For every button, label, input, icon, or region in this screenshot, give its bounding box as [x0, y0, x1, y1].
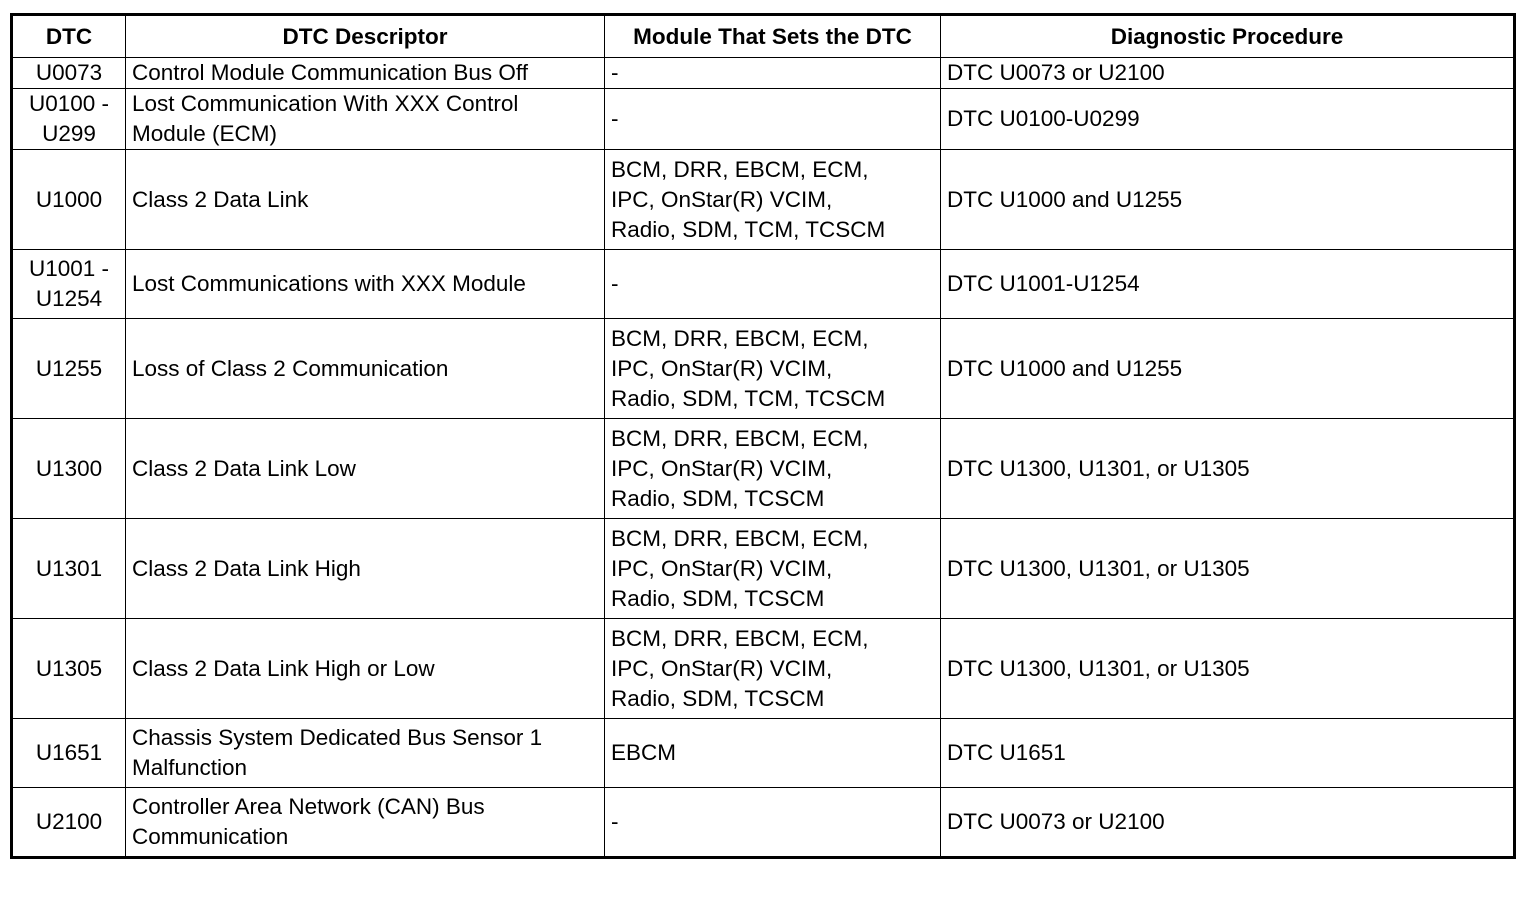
module-cell: [605, 250, 941, 319]
module-text: BCM, DRR, EBCM, ECM,: [611, 325, 869, 351]
dtc-code: U1254: [35, 286, 103, 311]
descriptor-text: Controller Area Network (CAN) Bus: [132, 794, 485, 819]
header-dtc: DTC: [12, 15, 126, 58]
module-cell: [605, 89, 941, 150]
dtc-code: U1305: [35, 655, 103, 681]
header-descriptor: DTC Descriptor: [126, 15, 605, 58]
descriptor-cell: [126, 519, 605, 619]
dtc-code: U2100: [35, 809, 103, 834]
dtc-code-cell: [12, 788, 126, 858]
module-text: Radio, SDM, TCSCM: [611, 685, 825, 711]
header-procedure: Diagnostic Procedure: [941, 15, 1515, 58]
dtc-code-cell: [12, 319, 126, 419]
table-row: [12, 89, 1515, 150]
descriptor-cell: [126, 419, 605, 519]
module-cell: [605, 719, 941, 788]
descriptor-text: Communication: [132, 824, 289, 849]
module-text: Radio, SDM, TCSCM: [611, 485, 825, 511]
module-cell: [605, 419, 941, 519]
module-text: IPC, OnStar(R) VCIM,: [611, 186, 833, 212]
table-row: [12, 250, 1515, 319]
descriptor-text: Class 2 Data Link High or Low: [132, 655, 435, 681]
module-text: -: [611, 106, 619, 131]
module-text: IPC, OnStar(R) VCIM,: [611, 555, 833, 581]
dtc-code: U299: [42, 121, 96, 146]
dtc-code-cell: [12, 89, 126, 150]
dtc-code: U1001 -: [28, 256, 110, 281]
dtc-code-cell: [12, 150, 126, 250]
table-row: [12, 519, 1515, 619]
table-row: [12, 719, 1515, 788]
module-text: IPC, OnStar(R) VCIM,: [611, 655, 833, 681]
procedure-cell: DTC U1000 and U1255: [941, 319, 1515, 419]
descriptor-text: Class 2 Data Link High: [132, 555, 361, 581]
module-text: BCM, DRR, EBCM, ECM,: [611, 625, 869, 651]
descriptor-cell: [126, 89, 605, 150]
module-text: -: [611, 60, 619, 85]
descriptor-cell: [126, 150, 605, 250]
module-text: BCM, DRR, EBCM, ECM,: [611, 425, 869, 451]
module-text: Radio, SDM, TCM, TCSCM: [611, 216, 886, 242]
module-text: Radio, SDM, TCM, TCSCM: [611, 385, 886, 411]
module-text: IPC, OnStar(R) VCIM,: [611, 455, 833, 481]
descriptor-text: Class 2 Data Link: [132, 186, 309, 212]
dtc-code: U1301: [35, 555, 103, 581]
table-row: [12, 58, 1515, 89]
module-text: EBCM: [611, 740, 677, 765]
module-cell: [605, 319, 941, 419]
descriptor-cell: [126, 619, 605, 719]
module-text: IPC, OnStar(R) VCIM,: [611, 355, 833, 381]
dtc-code-cell: [12, 419, 126, 519]
dtc-table: [10, 13, 1516, 859]
module-cell: [605, 58, 941, 89]
procedure-cell: DTC U1001-U1254: [941, 250, 1515, 319]
module-text: -: [611, 809, 619, 834]
module-cell: [605, 788, 941, 858]
descriptor-cell: [126, 719, 605, 788]
module-text: -: [611, 271, 619, 296]
descriptor-cell: [126, 250, 605, 319]
procedure-cell: DTC U1300, U1301, or U1305: [941, 619, 1515, 719]
module-text: BCM, DRR, EBCM, ECM,: [611, 525, 869, 551]
descriptor-text: Module (ECM): [132, 121, 278, 146]
dtc-code-cell: [12, 250, 126, 319]
dtc-code: U1300: [35, 455, 103, 481]
module-cell: [605, 619, 941, 719]
procedure-cell: DTC U1651: [941, 719, 1515, 788]
table-header-row: [12, 15, 1515, 58]
procedure-cell: DTC U0073 or U2100: [941, 58, 1515, 89]
table-row: [12, 619, 1515, 719]
procedure-cell: DTC U1300, U1301, or U1305: [941, 419, 1515, 519]
descriptor-text: Loss of Class 2 Communication: [132, 355, 449, 381]
header-module: Module That Sets the DTC: [605, 15, 941, 58]
module-cell: [605, 519, 941, 619]
procedure-cell: DTC U0073 or U2100: [941, 788, 1515, 858]
procedure-cell: DTC U1300, U1301, or U1305: [941, 519, 1515, 619]
module-cell: [605, 150, 941, 250]
descriptor-text: Control Module Communication Bus Off: [132, 60, 529, 85]
dtc-code-cell: [12, 719, 126, 788]
dtc-code: U1000: [35, 186, 103, 212]
descriptor-text: Lost Communication With XXX Control: [132, 91, 519, 116]
table-row: [12, 150, 1515, 250]
module-text: BCM, DRR, EBCM, ECM,: [611, 156, 869, 182]
descriptor-cell: [126, 319, 605, 419]
dtc-code: U1255: [35, 355, 103, 381]
procedure-cell: DTC U0100-U0299: [941, 89, 1515, 150]
table-row: [12, 419, 1515, 519]
descriptor-cell: [126, 58, 605, 89]
dtc-code-cell: [12, 58, 126, 89]
procedure-cell: DTC U1000 and U1255: [941, 150, 1515, 250]
table-row: [12, 788, 1515, 858]
dtc-code: U0100 -: [28, 91, 110, 116]
dtc-code: U0073: [35, 60, 103, 85]
dtc-code-cell: [12, 519, 126, 619]
descriptor-text: Malfunction: [132, 755, 248, 780]
dtc-code: U1651: [35, 740, 103, 765]
descriptor-text: Chassis System Dedicated Bus Sensor 1: [132, 725, 543, 750]
module-text: Radio, SDM, TCSCM: [611, 585, 825, 611]
descriptor-text: Class 2 Data Link Low: [132, 455, 356, 481]
descriptor-text: Lost Communications with XXX Module: [132, 271, 526, 296]
table-row: [12, 319, 1515, 419]
descriptor-cell: [126, 788, 605, 858]
dtc-code-cell: [12, 619, 126, 719]
